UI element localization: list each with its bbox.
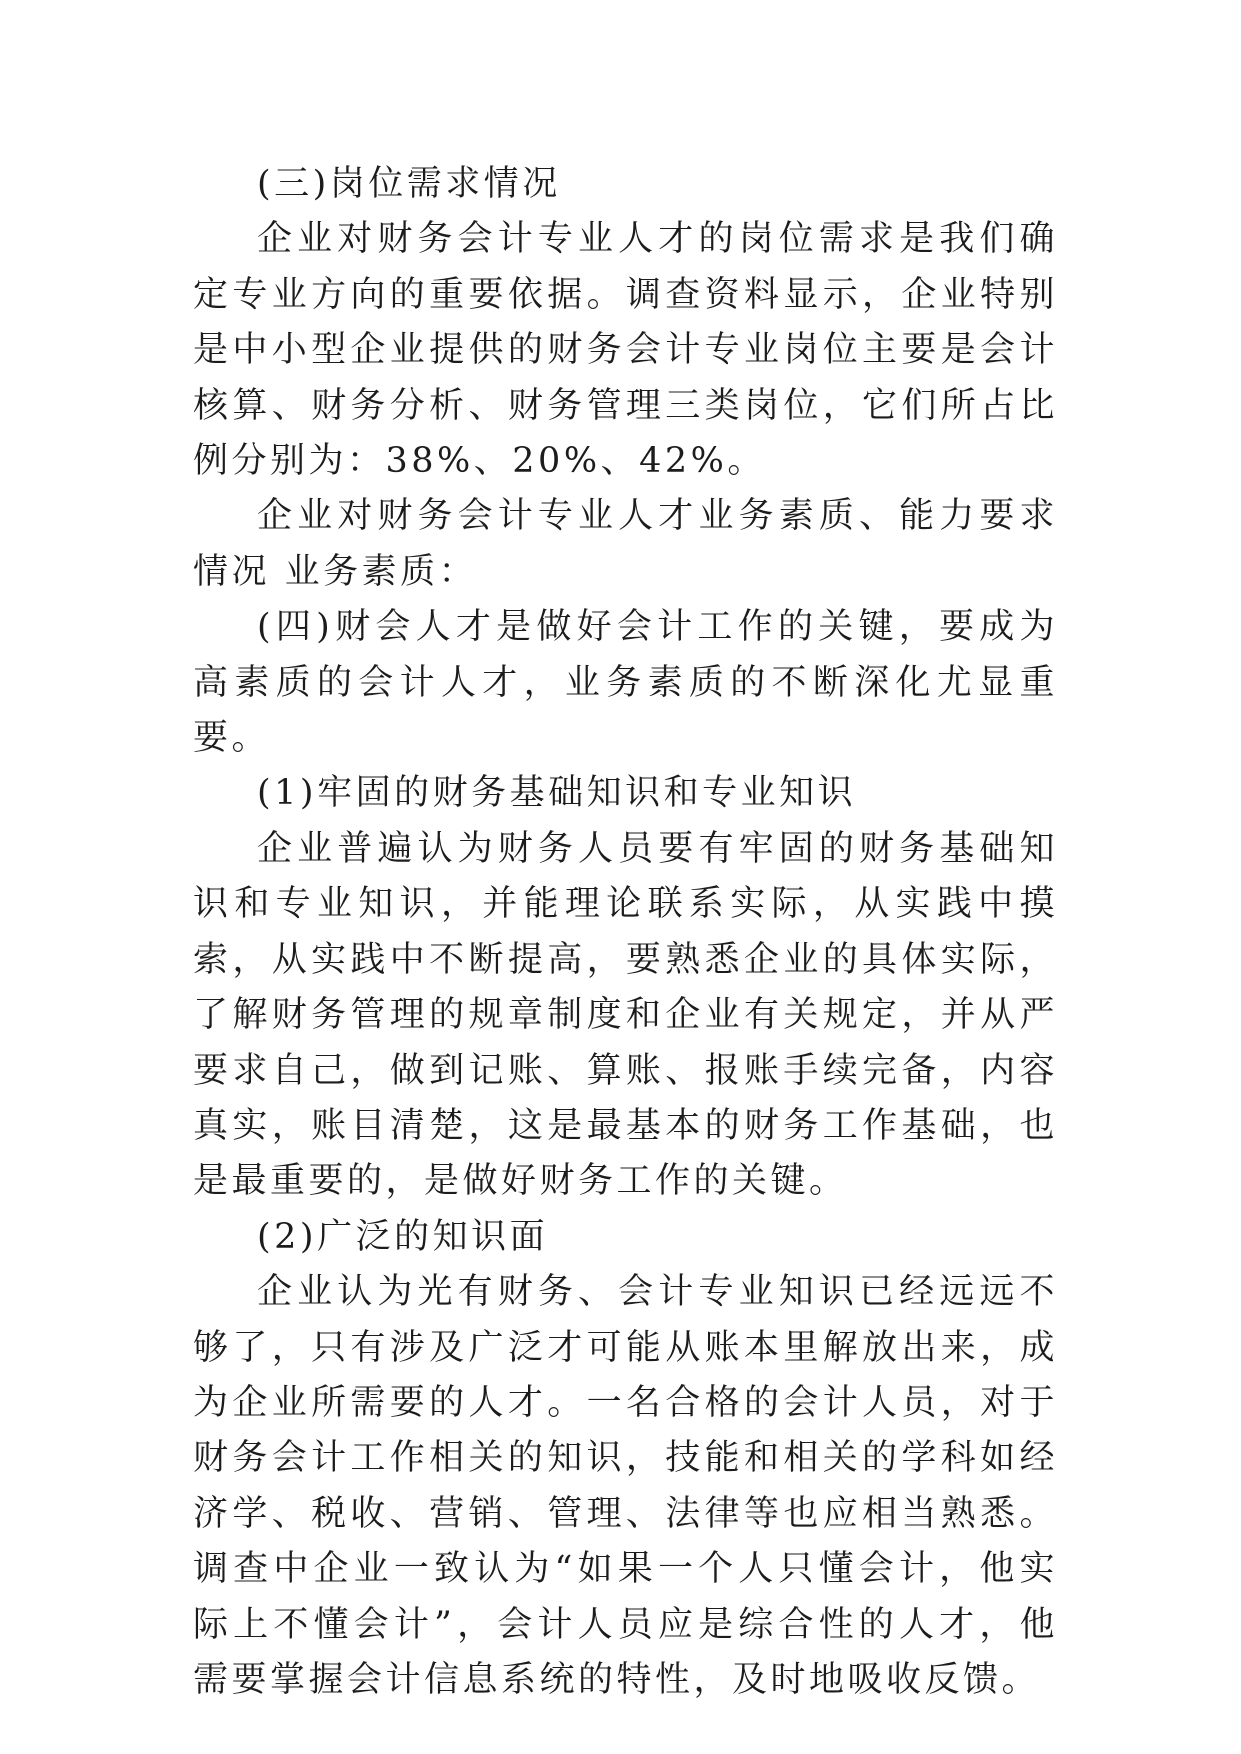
section-heading-job-demand: (三)岗位需求情况 (257, 164, 561, 204)
paragraph-broad-knowledge: 企业认为光有财务、会计专业知识已经远远不够了，只有涉及广泛才可能从账本里解放出来，成为企业所需要的人才。一名合格的会计人员，对于财务会计工作相关的知识，技能和相关的学科如经济学、税收、营销、管理、法律等也应相当熟悉。调查中企业一致认为“如果一个人只懂会计，他实际上不懂会计”，会计人员应是综合性的人才，他需要掌握会计信息系统的特性，及时地吸收反馈。 (193, 1272, 1058, 1700)
paragraph-job-demand: 企业对财务会计专业人才的岗位需求是我们确定专业方向的重要依据。调查资料显示，企业特别是中小型企业提供的财务会计专业岗位主要是会计核算、财务分析、财务管理三类岗位，它们所占比例分别为：38%、20%、42%。 (193, 219, 1058, 482)
section-heading-talent-key: (四)财会人才是做好会计工作的关键，要成为高素质的会计人才，业务素质的不断深化尤显重要。 (193, 607, 1058, 759)
paragraph-quality-requirements: 企业对财务会计专业人才业务素质、能力要求情况 业务素质： (193, 496, 1058, 592)
document-body (193, 157, 1058, 1708)
paragraph-solid-knowledge: 企业普遍认为财务人员要有牢固的财务基础知识和专业知识，并能理论联系实际，从实践中摸索，从实践中不断提高，要熟悉企业的具体实际，了解财务管理的规章制度和企业有关规定，并从严要求自己，做到记账、算账、报账手续完备，内容真实，账目清楚，这是最基本的财务工作基础，也是最重要的，是做好财务工作的关键。 (193, 828, 1058, 1202)
subheading-solid-knowledge: (1)牢固的财务基础知识和专业知识 (257, 773, 857, 814)
subheading-broad-knowledge: (2)广泛的知识面 (257, 1216, 549, 1257)
